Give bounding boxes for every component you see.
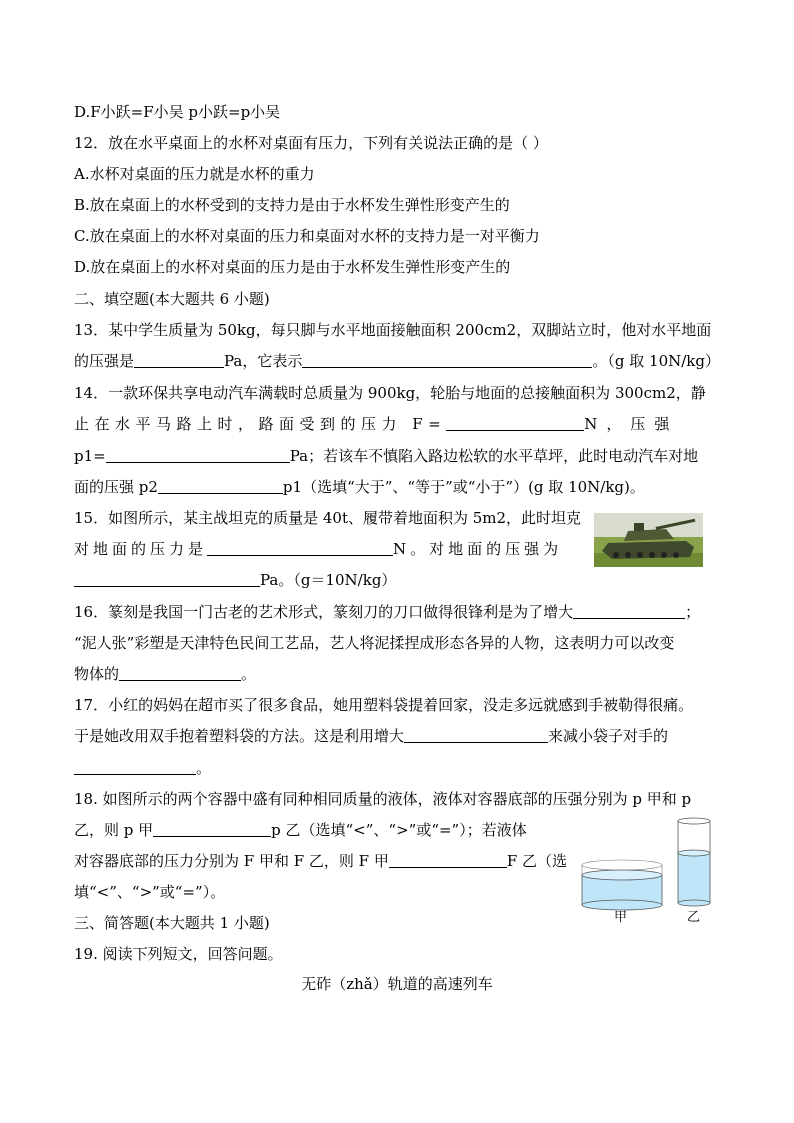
tank-illustration [594,513,703,567]
q12-option-d: D.放在桌面上的水杯对桌面的压力是由于水杯发生弹性形变产生的 [74,258,511,276]
q13-blank-2[interactable] [302,352,592,368]
q16-text-d: 。 [241,665,257,683]
liquid-narrow [678,853,710,903]
q16-line-2: “泥人张”彩塑是天津特色民间工艺品，艺人将泥揉捏成形态各异的人物，这表明力可以改变 [74,634,675,652]
q15-line-1: 15．如图所示，某主战坦克的质量是 40t、履带着地面积为 5m2，此时坦克 [74,509,582,527]
passage-title: 无砟（zhǎ）轨道的高速列车 [301,975,493,993]
q17-line-1: 17．小红的妈妈在超市买了很多食品，她用塑料袋提着回家，没走多远就感到手被勒得很痛。 [74,696,694,714]
q15-blank-2[interactable] [74,571,260,587]
q14-text-a: 止在水平马路上时，路面受到的压力 F= [74,415,447,433]
q14-text-d: Pa；若该车不慎陷入路边松软的水平草坪，此时电动汽车对地 [289,447,699,465]
q16-text-a: 16．篆刻是我国一门古老的艺术形式，篆刻刀的刀口做得很锋利是为了增大 [74,603,574,621]
q17-line-2 [74,726,668,746]
q14-text-b: N，压强 [584,415,679,433]
q15-line-3 [74,570,396,590]
q14-line-2 [74,414,678,434]
q17-text-b: 来减小袋子对手的 [548,727,669,745]
q12-option-b: B.放在桌面上的水杯受到的支持力是由于水杯发生弹性形变产生的 [74,196,510,214]
q13-text-a: 的压强是 [74,352,135,370]
containers-illustration [574,813,724,928]
containers-figure [574,813,724,928]
q14-blank-3[interactable] [158,478,283,494]
section-2-heading: 二、填空题(本大题共 6 小题) [74,290,270,308]
label-yi: 乙 [687,910,701,925]
q18-blank-1[interactable] [153,821,271,837]
q18-line-2 [74,820,527,840]
q14-text-e: 面的压强 p2 [74,478,158,496]
q15-text-a: 对地面的压力是 [74,540,208,558]
q13-line-1: 13．某中学生质量为 50kg，每只脚与水平地面接触面积 200cm2，双脚站立时，他对水平地面 [74,321,712,339]
q16-blank-1[interactable] [573,603,685,619]
q15-line-2 [74,539,562,559]
label-jia: 甲 [614,910,628,925]
q13-text-c: 。（g 取 10N/kg） [592,352,720,370]
q19-stem: 19. 阅读下列短文，回答问题。 [74,945,283,963]
q17-text-a: 于是她改用双手抱着塑料袋的方法。这是利用增大 [74,727,405,745]
q18-text-c: 对容器底部的压力分别为 F 甲和 F 乙，则 F 甲 [74,852,389,870]
q15-blank-1[interactable] [207,540,393,556]
q15-text-b: N。对地面的压强为 [393,540,563,558]
q18-text-b: p 乙（选填“<”、“>”或“=”）；若液体 [271,821,527,839]
q18-line-4: 填“<”、“>”或“=”）。 [74,883,226,901]
q16-text-b: ； [685,603,701,621]
q16-line-1 [74,602,700,622]
q11-option-d: D.F小跃=F小吴 p小跃=p小吴 [74,103,281,121]
q14-blank-2[interactable] [106,447,290,463]
tank-image [594,513,703,567]
q14-text-c: p1= [74,447,106,465]
q17-line-3 [74,758,211,778]
q14-text-f: p1（选填“大于”、“等于”或“小于”）(g 取 10N/kg)。 [282,478,645,496]
q18-line-3 [74,851,567,871]
q14-line-3 [74,446,698,466]
q18-text-d: F 乙（选 [506,852,568,870]
q12-option-a: A.水杯对桌面的压力就是水杯的重力 [74,165,315,183]
q14-line-4 [74,477,645,497]
q14-line-1: 14．一款环保共享电动汽车满载时总质量为 900kg，轮胎与地面的总接触面积为 300cm2，静 [74,384,706,402]
q14-blank-1[interactable] [446,415,584,431]
q13-line-2 [74,351,720,371]
q12-stem: 12．放在水平桌面上的水杯对桌面有压力，下列有关说法正确的是（ ） [74,134,548,152]
q18-text-a: 乙，则 p 甲 [74,821,154,839]
q16-blank-2[interactable] [119,665,241,681]
q18-blank-2[interactable] [389,852,507,868]
q17-text-c: 。 [196,759,212,777]
q17-blank-2[interactable] [74,759,196,775]
q12-option-c: C.放在桌面上的水杯对桌面的压力和桌面对水杯的支持力是一对平衡力 [74,227,540,245]
q13-blank-1[interactable] [134,352,224,368]
section-3-heading: 三、简答题(本大题共 1 小题) [74,914,270,932]
q15-text-c: Pa。（g＝10N/kg） [260,571,397,589]
q13-text-b: Pa，它表示 [224,352,303,370]
q16-line-3 [74,664,256,684]
q16-text-c: 物体的 [74,665,120,683]
q18-line-1: 18. 如图所示的两个容器中盛有同种相同质量的液体，液体对容器底部的压强分别为 p 甲和 p [74,790,692,808]
q17-blank-1[interactable] [404,727,548,743]
